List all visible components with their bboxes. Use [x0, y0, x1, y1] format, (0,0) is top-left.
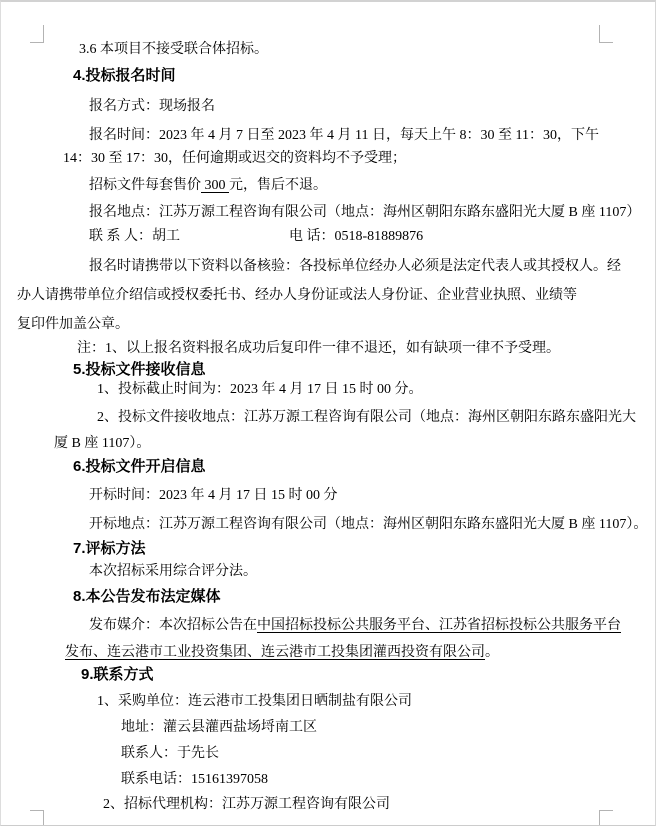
doc-text-line — [89, 562, 257, 582]
doc-heading-line — [73, 360, 206, 380]
text-segment: 3.6 本项目不接受联合体招标。 — [79, 42, 268, 57]
text-segment: 办人请携带单位介绍信或授权委托书、经办人身份证或法人身份证、企业营业执照、业绩等 — [17, 288, 577, 303]
doc-heading-line — [73, 457, 206, 477]
text-segment: 14：30 至 17：30，任何逾期或迟交的资料均不予受理； — [63, 151, 406, 166]
underlined-text-segment: 300 — [201, 178, 229, 193]
text-segment: 复印件加盖公章。 — [17, 317, 129, 332]
doc-text-line — [65, 643, 499, 663]
doc-text-line — [89, 203, 640, 223]
text-segment: 报名时请携带以下资料以备核验：各投标单位经办人必须是法定代表人或其授权人。经 — [89, 259, 621, 274]
text-segment: 联 系 人：胡工 — [89, 229, 180, 244]
text-segment: 联系电话：15161397058 — [121, 772, 268, 787]
doc-text-line — [89, 126, 599, 146]
doc-text-line — [89, 227, 180, 247]
text-segment: 4.投标报名时间 — [73, 67, 176, 84]
doc-text-line — [17, 315, 129, 335]
doc-heading-line — [73, 539, 146, 559]
text-segment: 2、招标代理机构：江苏万源工程咨询有限公司 — [103, 797, 390, 812]
doc-text-line — [97, 692, 412, 712]
doc-text-line — [79, 40, 268, 60]
text-segment: 厦 B 座 1107）。 — [54, 436, 151, 451]
doc-heading-line — [81, 665, 154, 685]
doc-text-line — [89, 486, 338, 506]
text-segment: 电 话：0518-81889876 — [289, 229, 424, 244]
doc-text-line — [89, 257, 621, 277]
crop-mark-bottom-right-icon — [599, 810, 613, 826]
underlined-text-segment: 中国招标投标公共服务平台、江苏省招标投标公共服务平台 — [257, 618, 621, 633]
doc-text-line — [89, 97, 215, 117]
doc-heading-line — [73, 66, 176, 86]
doc-text-line — [289, 227, 423, 247]
doc-text-line — [63, 149, 406, 169]
text-segment: 招标文件每套售价 — [89, 178, 201, 193]
doc-text-line — [121, 718, 317, 738]
text-segment: 5.投标文件接收信息 — [73, 361, 206, 378]
doc-text-line — [97, 380, 423, 400]
doc-text-line — [89, 515, 647, 535]
doc-text-line — [77, 339, 560, 359]
doc-text-line — [89, 176, 327, 196]
text-segment: 6.投标文件开启信息 — [73, 458, 206, 475]
text-segment: 联系人：于先长 — [121, 746, 219, 761]
text-segment: 8.本公告发布法定媒体 — [73, 588, 221, 605]
text-segment: 发布媒介：本次招标公告在 — [89, 618, 257, 633]
crop-mark-top-left-icon — [30, 25, 44, 43]
doc-heading-line — [73, 587, 221, 607]
text-segment: 注：1、以上报名资料报名成功后复印件一律不退还，如有缺项一律不予受理。 — [77, 341, 560, 356]
text-segment: 元，售后不退。 — [229, 178, 327, 193]
text-segment: 开标地点：江苏万源工程咨询有限公司（地点：海州区朝阳东路东盛阳光大厦 B 座 1107）。 — [89, 517, 648, 532]
text-segment: 本次招标采用综合评分法。 — [89, 564, 257, 579]
text-segment: 开标时间：2023 年 4 月 17 日 15 时 00 分 — [89, 488, 338, 503]
text-segment: 2、投标文件接收地点：江苏万源工程咨询有限公司（地点：海州区朝阳东路东盛阳光大 — [97, 410, 636, 425]
doc-text-line — [121, 770, 268, 790]
doc-text-line — [97, 408, 636, 428]
crop-mark-bottom-left-icon — [30, 810, 44, 826]
text-segment: 1、投标截止时间为：2023 年 4 月 17 日 15 时 00 分。 — [97, 382, 423, 397]
crop-mark-top-right-icon — [599, 25, 613, 43]
text-segment: 报名时间：2023 年 4 月 7 日至 2023 年 4 月 11 日，每天上午 8：30 至 11：30，下午 — [89, 128, 599, 143]
doc-text-line — [121, 744, 219, 764]
doc-text-line — [103, 795, 390, 815]
text-segment: 报名方式：现场报名 — [89, 99, 215, 114]
doc-text-line — [89, 616, 621, 636]
text-segment: 7.评标方法 — [73, 540, 146, 557]
text-segment: 报名地点：江苏万源工程咨询有限公司（地点：海州区朝阳东路东盛阳光大厦 B 座 1107） — [89, 205, 641, 220]
doc-text-line — [17, 286, 577, 306]
text-segment: 地址：灌云县灌西盐场埒南工区 — [121, 720, 317, 735]
text-segment: 1、采购单位：连云港市工投集团日晒制盐有限公司 — [97, 694, 412, 709]
underlined-text-segment: 发布、连云港市工业投资集团、连云港市工投集团灌西投资有限公司 — [65, 645, 485, 660]
doc-text-line — [54, 434, 150, 454]
text-segment: 。 — [485, 645, 499, 660]
text-segment: 9.联系方式 — [81, 666, 154, 683]
